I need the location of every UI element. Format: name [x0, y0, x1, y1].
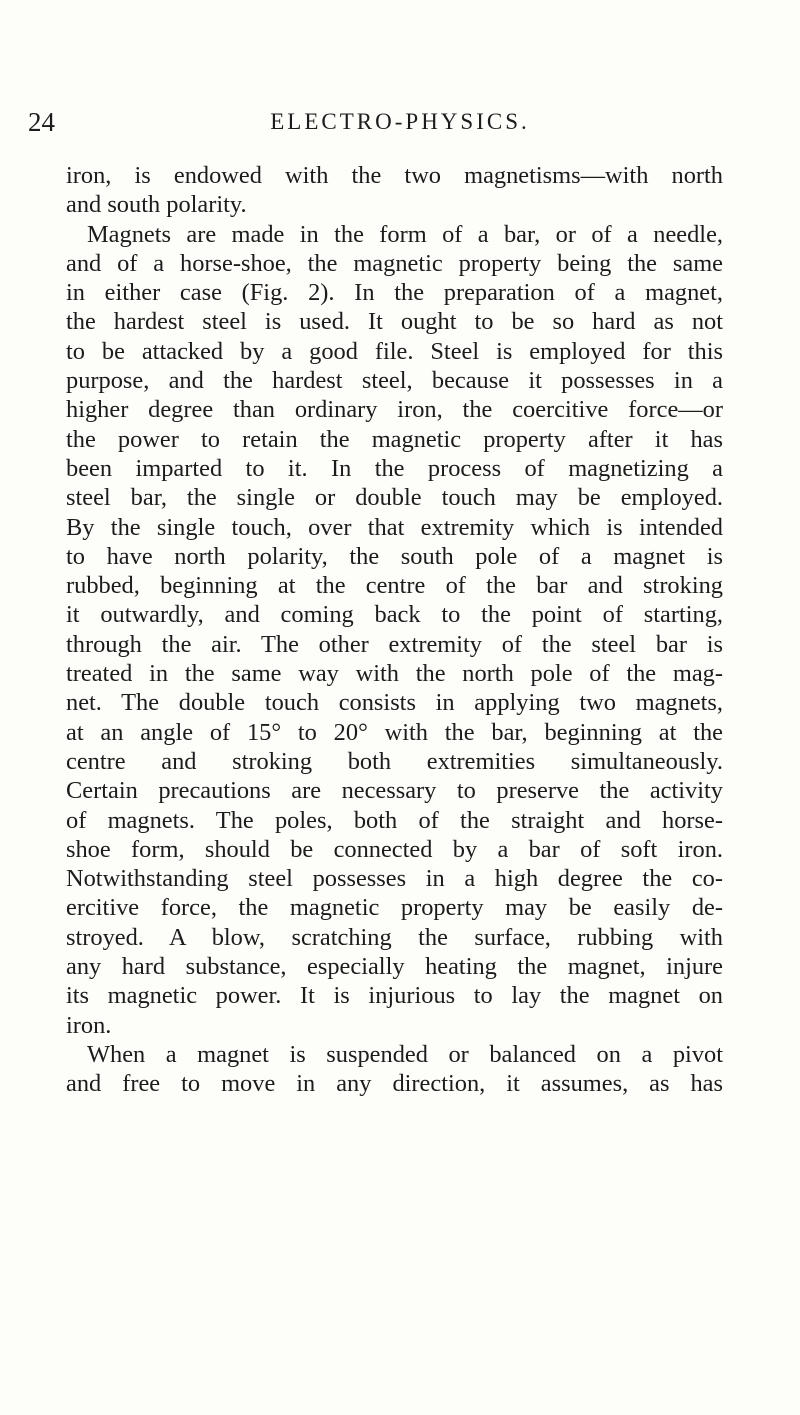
text-line: net. The double touch consists in applying two magnets, — [66, 689, 723, 717]
text-line: it outwardly, and coming back to the point of starting, — [66, 601, 723, 629]
page-number: 24 — [28, 107, 55, 137]
text-line: iron, is endowed with the two magnetisms—with north — [66, 162, 723, 189]
text-line: Certain precautions are necessary to preserve the activity — [66, 777, 723, 805]
text-line: its magnetic power. It is injurious to lay the magnet on — [66, 982, 723, 1010]
text-line: Notwithstanding steel possesses in a high degree the co- — [66, 865, 723, 893]
text-line: shoe form, should be connected by a bar of soft iron. — [66, 835, 723, 863]
text-line: the power to retain the magnetic property after it has — [66, 425, 723, 453]
text-line: the hardest steel is used. It ought to be so hard as not — [66, 308, 723, 336]
text-line: at an angle of 15° to 20° with the bar, beginning at the — [66, 718, 723, 746]
text-line: of magnets. The poles, both of the straight and horse- — [66, 806, 723, 834]
text-line: and of a horse-shoe, the magnetic property being the same — [66, 249, 723, 277]
text-line: and south polarity. — [66, 191, 247, 219]
text-line: to be attacked by a good file. Steel is employed for this — [66, 337, 723, 365]
text-line: higher degree than ordinary iron, the coercitive force—or — [66, 396, 723, 424]
text-line: and free to move in any direction, it assumes, as has — [66, 1070, 723, 1098]
text-line: any hard substance, especially heating the magnet, injure — [66, 953, 723, 981]
text-line: stroyed. A blow, scratching the surface, rubbing with — [66, 923, 723, 951]
text-line: ercitive force, the magnetic property may be easily de- — [66, 894, 723, 922]
text-line: rubbed, beginning at the centre of the bar and stroking — [66, 572, 723, 600]
paragraph — [66, 161, 723, 220]
paragraph — [66, 1040, 723, 1099]
text-line: Magnets are made in the form of a bar, or of a needle, — [87, 220, 723, 248]
text-line: through the air. The other extremity of the steel bar is — [66, 630, 723, 658]
paragraph — [66, 220, 723, 1040]
text-line: been imparted to it. In the process of magnetizing a — [66, 454, 723, 482]
text-line: steel bar, the single or double touch may be employed. — [66, 484, 723, 512]
body-text — [66, 161, 723, 1099]
text-line: in either case (Fig. 2). In the preparation of a magnet, — [66, 279, 723, 307]
text-line: centre and stroking both extremities simultaneously. — [66, 747, 723, 775]
text-line: iron. — [66, 1011, 112, 1039]
text-line: to have north polarity, the south pole of a magnet is — [66, 542, 723, 570]
text-line: By the single touch, over that extremity which is intended — [66, 513, 723, 541]
page-header — [28, 105, 772, 139]
running-head: ELECTRO-PHYSICS. — [270, 109, 530, 134]
text-line: treated in the same way with the north pole of the mag- — [66, 660, 723, 688]
text-line: purpose, and the hardest steel, because it possesses in a — [66, 367, 723, 395]
text-line: When a magnet is suspended or balanced on a pivot — [87, 1040, 723, 1068]
